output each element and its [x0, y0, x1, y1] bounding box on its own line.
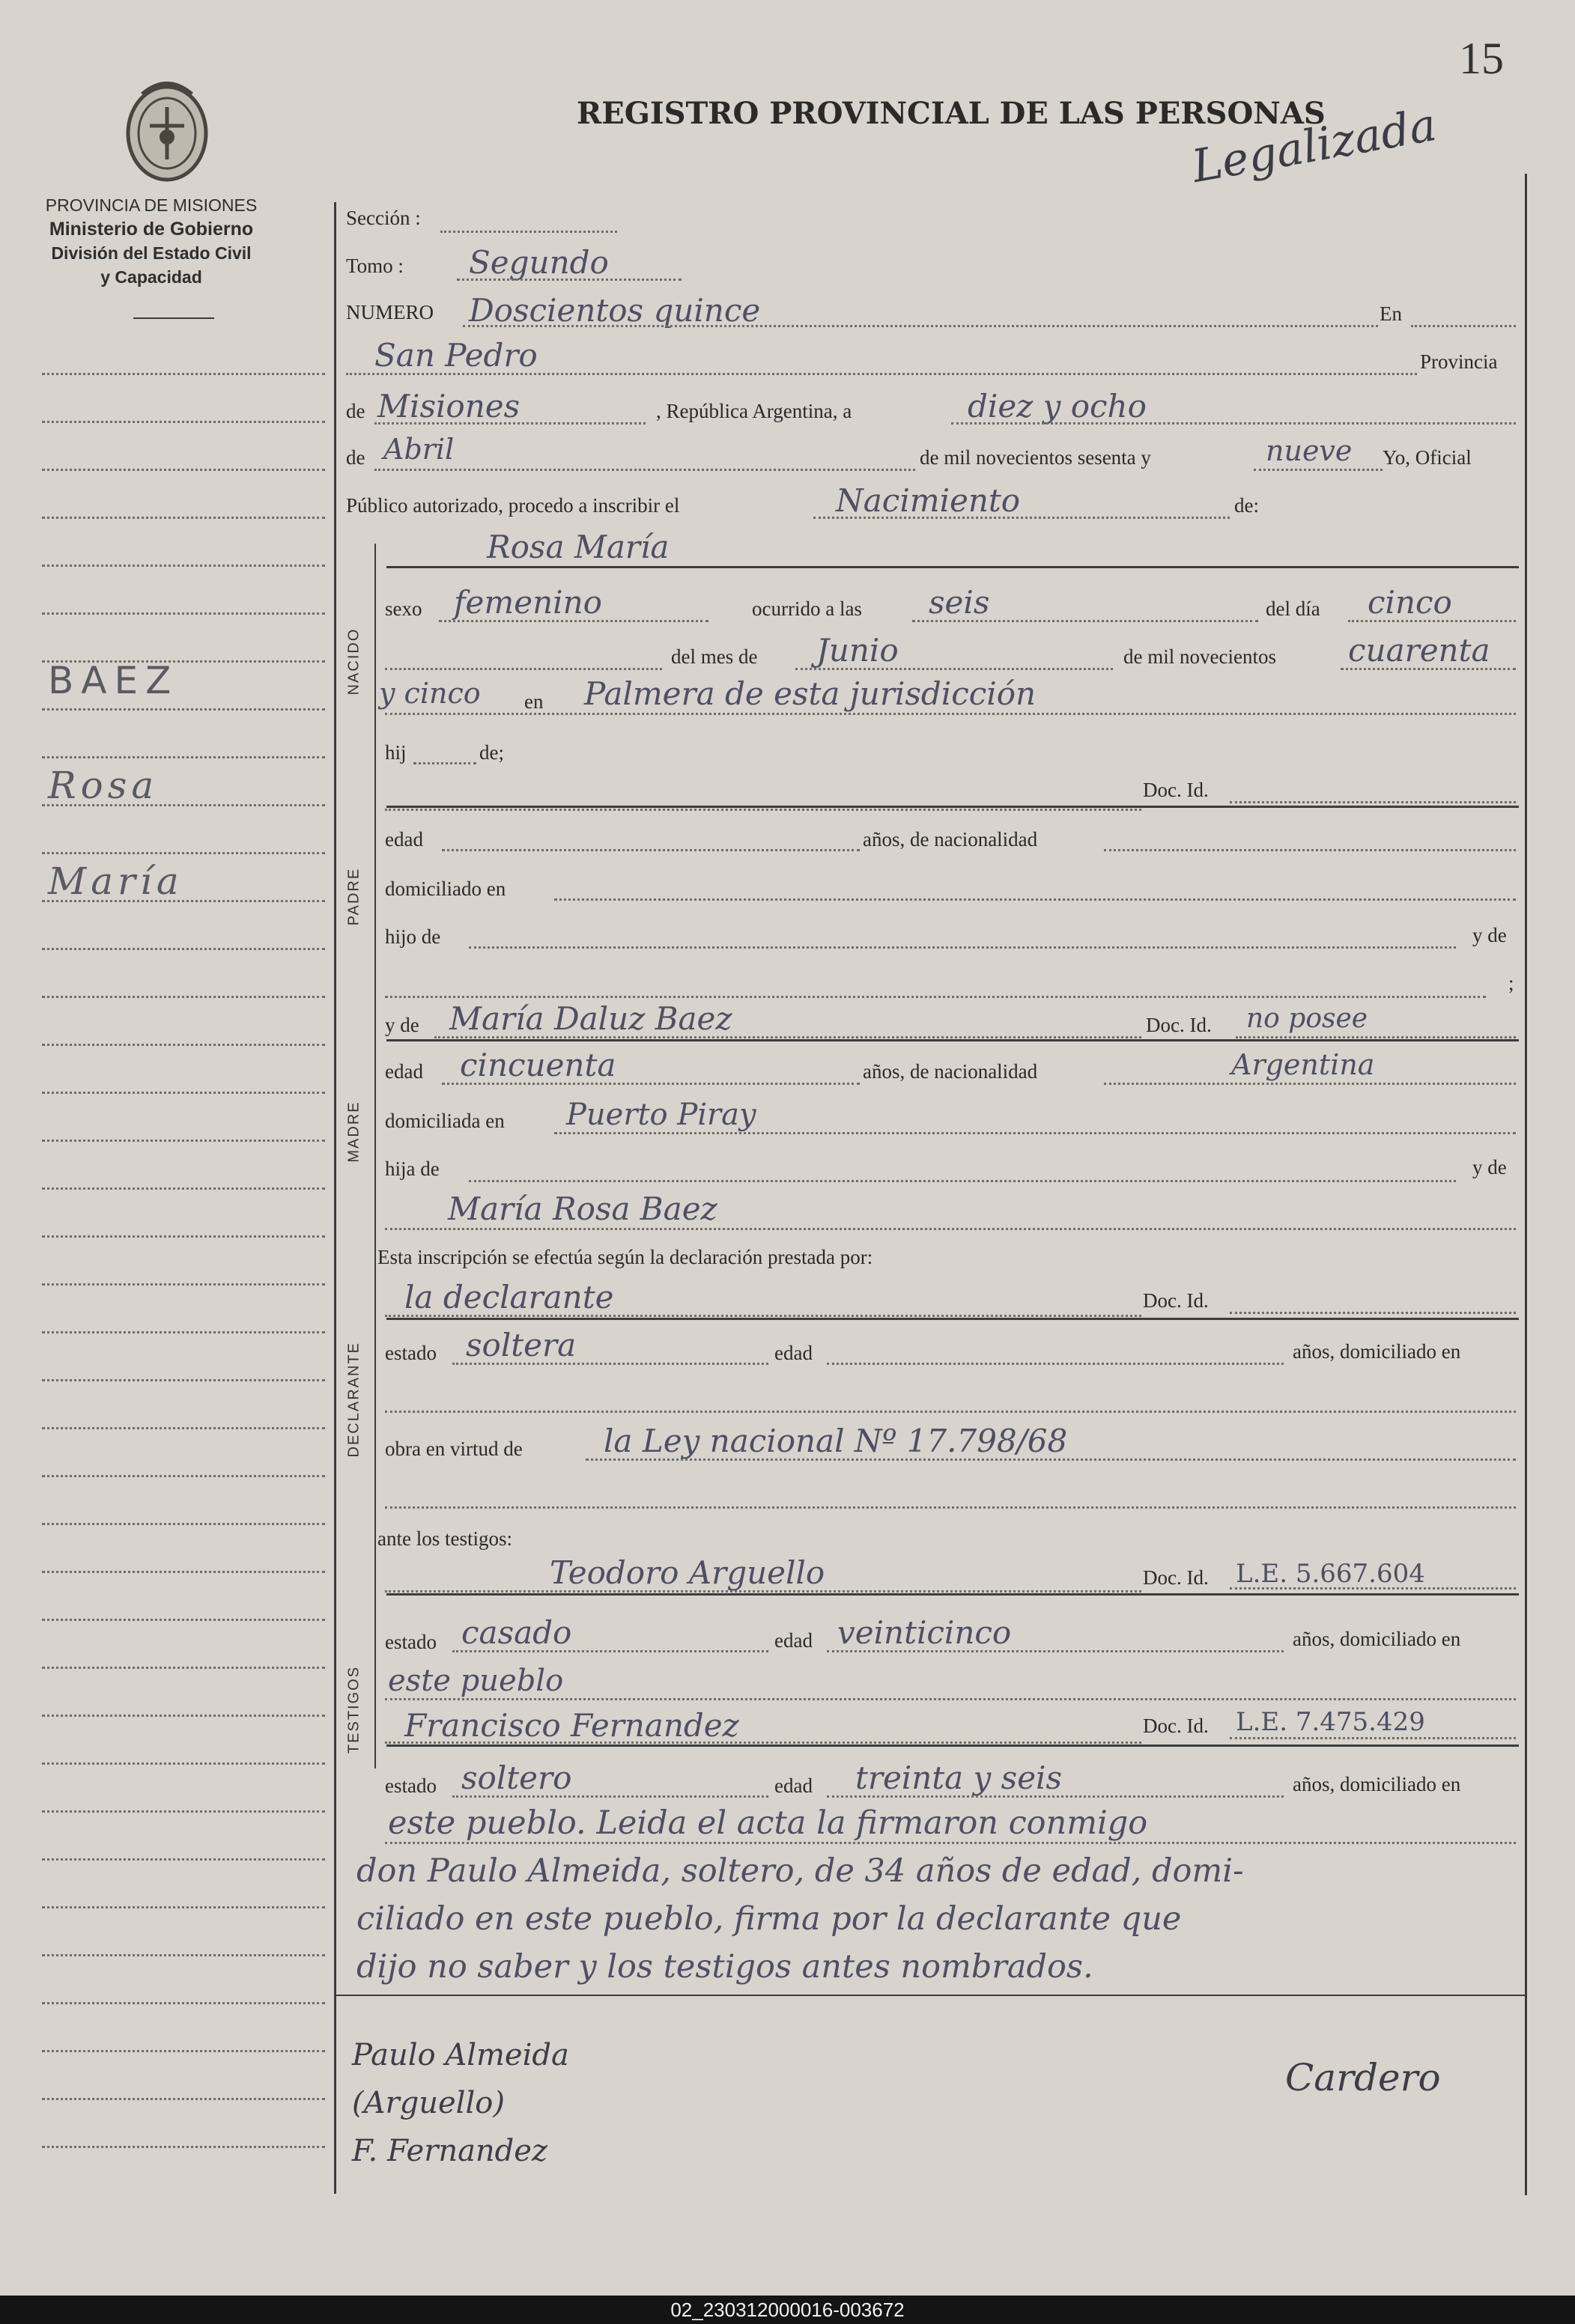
label-seccion: Sección :	[346, 207, 421, 229]
padre-padre-line	[469, 946, 1456, 949]
provincia-line	[374, 422, 646, 425]
label-anos-nac-padre: años, de nacionalidad	[863, 828, 1038, 851]
value-madre-madre: María Rosa Baez	[448, 1190, 717, 1227]
section-label-padre: PADRE	[345, 867, 362, 926]
lugar-line	[346, 373, 1417, 375]
label-obra: obra en virtud de	[385, 1438, 523, 1460]
mes-nac-line	[795, 668, 1113, 670]
label-anos-dom-testigo2: años, domiciliado en	[1293, 1773, 1461, 1795]
label-republica: , República Argentina, a	[656, 400, 852, 422]
value-dia: diez y ocho	[968, 388, 1147, 425]
testigo2-doc-line	[1230, 1737, 1516, 1739]
sexo-line	[439, 620, 708, 622]
signature-4: Cardero	[1285, 2056, 1441, 2099]
madre-doc-line	[1236, 1036, 1516, 1038]
closing-line-3: ciliado en este pueblo, firma por la declarante que	[356, 1900, 1182, 1938]
frame-left-line	[334, 202, 336, 2194]
label-hijo-de: hijo de	[385, 925, 441, 948]
margin-name-1: Rosa	[48, 764, 159, 807]
margin-dotted-line	[42, 421, 325, 423]
numero-line	[463, 325, 1378, 327]
margin-dotted-line	[42, 2002, 325, 2004]
value-testigo2-edad: treinta y seis	[855, 1759, 1063, 1796]
margin-dotted-line	[42, 1235, 325, 1238]
padre-dom-line	[554, 898, 1516, 901]
value-mes-nac: Junio	[816, 632, 899, 669]
left-header-rule	[133, 317, 214, 319]
label-ante-testigos: ante los testigos:	[377, 1527, 512, 1550]
padre-madre-line	[385, 996, 1486, 998]
label-anos-dom-declarante: años, domiciliado en	[1293, 1340, 1461, 1363]
signature-2: (Arguello)	[352, 2086, 505, 2120]
margin-dotted-line	[42, 948, 325, 950]
value-testigo1: Teodoro Arguello	[550, 1554, 825, 1591]
closing-bottom-rule	[334, 1995, 1526, 1996]
label-anos-nac-madre: años, de nacionalidad	[863, 1060, 1038, 1083]
margin-dotted-line	[42, 756, 325, 758]
section-divider-line	[374, 544, 376, 1768]
value-testigo2-doc: L.E. 7.475.429	[1236, 1707, 1425, 1737]
en-line	[1411, 325, 1516, 327]
value-testigo2-estado: soltero	[461, 1759, 572, 1796]
label-doc-id-madre: Doc. Id.	[1146, 1014, 1212, 1036]
padre-edad-line	[442, 849, 860, 851]
label-doc-id-testigo2: Doc. Id.	[1143, 1715, 1209, 1737]
margin-dotted-line	[42, 2050, 325, 2052]
page-title: REGISTRO PROVINCIAL DE LAS PERSONAS	[577, 96, 1326, 131]
testigo2-edad-line	[827, 1795, 1284, 1798]
value-madre-dom: Puerto Piray	[566, 1098, 756, 1132]
label-y-de-madre: y de	[385, 1014, 419, 1036]
margin-dotted-line	[42, 1427, 325, 1429]
declarante-top-rule	[386, 1318, 1519, 1320]
division-line: División del Estado Civil	[51, 243, 252, 263]
obra-line-2	[385, 1506, 1516, 1509]
value-nombre: Rosa María	[487, 529, 670, 565]
margin-dotted-line	[42, 1858, 325, 1861]
mes-line	[374, 469, 915, 471]
label-sexo: sexo	[385, 597, 422, 620]
value-madre-nombre: María Daluz Baez	[449, 1000, 732, 1037]
label-estado-testigo1: estado	[385, 1631, 437, 1653]
value-acto: Nacimiento	[836, 482, 1021, 519]
margin-dotted-line	[42, 612, 325, 615]
dia-nac-line	[1348, 620, 1516, 622]
padre-name-line	[385, 809, 1141, 811]
value-dia-nac: cinco	[1368, 584, 1452, 621]
label-edad-padre: edad	[385, 828, 423, 851]
value-anio-nac-1: cuarenta	[1348, 632, 1490, 669]
closing-underline-1	[385, 1842, 1516, 1844]
value-anio-nac-2: y cinco	[379, 677, 481, 710]
margin-dotted-line	[42, 1187, 325, 1190]
value-lugar-nac: Palmera de esta jurisdicción	[584, 675, 1037, 712]
ministry-line: Ministerio de Gobierno	[49, 219, 254, 240]
value-testigo1-estado: casado	[461, 1614, 572, 1651]
margin-dotted-line	[42, 1283, 325, 1286]
madre-edad-line	[442, 1083, 860, 1085]
value-testigo2: Francisco Fernandez	[404, 1707, 739, 1744]
page-number: 15	[1459, 34, 1504, 83]
label-de-mil: de mil novecientos sesenta y	[920, 446, 1151, 469]
left-header	[30, 193, 273, 289]
label-numero: NUMERO	[346, 301, 434, 323]
label-de-mil-nov: de mil novecientos	[1123, 645, 1276, 668]
label-edad-testigo1: edad	[774, 1629, 813, 1652]
frame-right-line	[1525, 174, 1527, 2195]
value-madre-edad: cincuenta	[460, 1047, 616, 1083]
testigo1-estado-line	[452, 1650, 768, 1652]
value-mes: Abril	[383, 433, 455, 466]
label-yo-oficial: Yo, Oficial	[1383, 446, 1472, 469]
hij-line	[413, 762, 476, 764]
section-label-nacido: NACIDO	[345, 627, 362, 696]
testigo1-dom-line	[385, 1698, 1516, 1700]
margin-dotted-line	[42, 469, 325, 471]
section-label-testigos: TESTIGOS	[345, 1665, 362, 1754]
padre-doc-line	[1230, 801, 1516, 803]
margin-dotted-line	[42, 2146, 325, 2148]
declarante-line	[385, 1315, 1141, 1317]
testigo1-line	[385, 1590, 1141, 1593]
dia-line	[951, 422, 1516, 425]
closing-line-1: este pueblo. Leida el acta la firmaron conmigo	[388, 1804, 1148, 1842]
anio-line	[1254, 469, 1383, 471]
tomo-line	[457, 279, 682, 281]
margin-dotted-line	[42, 1092, 325, 1094]
value-provincia: Misiones	[377, 388, 521, 425]
margin-dotted-line	[42, 517, 325, 519]
label-en: En	[1380, 302, 1402, 325]
value-obra: la Ley nacional Nº 17.798/68	[604, 1423, 1068, 1459]
value-hora: seis	[929, 584, 990, 621]
mes-nac-lead-line	[385, 668, 662, 670]
section-label-madre: MADRE	[345, 1101, 362, 1163]
testigo1-edad-line	[827, 1650, 1284, 1652]
margin-dotted-line	[42, 1619, 325, 1621]
value-madre-doc: no posee	[1246, 1003, 1368, 1034]
label-anos-dom-testigo1: años, domiciliado en	[1293, 1628, 1461, 1650]
value-madre-nac: Argentina	[1231, 1048, 1375, 1081]
value-testigo1-edad: veinticinco	[837, 1614, 1012, 1651]
testigo1-doc-line	[1230, 1587, 1516, 1590]
label-domiciliada: domiciliada en	[385, 1110, 505, 1132]
closing-line-4: dijo no saber y los testigos antes nombrados.	[356, 1948, 1093, 1986]
acto-line	[813, 517, 1230, 519]
label-de-2: de	[346, 446, 365, 469]
margin-dotted-line	[42, 1140, 325, 1142]
image-id-footer: 02_230312000016-003672	[0, 2296, 1575, 2324]
testigos-top-rule	[386, 1593, 1519, 1596]
madre-top-rule	[386, 1039, 1519, 1041]
margin-name-2: María	[48, 860, 183, 903]
marginal-note: Legalizada	[1188, 98, 1441, 194]
label-hij: hij	[385, 741, 407, 764]
label-edad-madre: edad	[385, 1060, 423, 1083]
label-publico: Público autorizado, procedo a inscribir el	[346, 494, 680, 517]
margin-dotted-line	[42, 1523, 325, 1525]
value-testigo1-doc: L.E. 5.667.604	[1236, 1559, 1425, 1589]
margin-dotted-line	[42, 1906, 325, 1908]
label-y-de-madre-2: y de	[1472, 1156, 1507, 1178]
capacity-line: y Capacidad	[100, 267, 202, 287]
closing-line-2: don Paulo Almeida, soltero, de 34 años de edad, domi-	[356, 1852, 1244, 1890]
testigo2-estado-line	[452, 1795, 768, 1798]
value-lugar: San Pedro	[374, 337, 538, 374]
margin-dotted-line	[42, 1667, 325, 1669]
anio-nac-line	[1341, 668, 1516, 670]
province-line: PROVINCIA DE MISIONES	[45, 195, 258, 215]
madre-nombre-line	[434, 1036, 1141, 1038]
label-semicolon: ;	[1508, 972, 1514, 994]
margin-dotted-line	[42, 1810, 325, 1813]
madre-nac-line	[1104, 1083, 1516, 1085]
madre-padre-line	[469, 1180, 1456, 1182]
value-numero: Doscientos quince	[469, 292, 761, 329]
label-edad-declarante: edad	[774, 1342, 813, 1364]
margin-dotted-line	[42, 852, 325, 854]
label-del-dia: del día	[1266, 597, 1320, 620]
label-estado-testigo2: estado	[385, 1774, 437, 1797]
testigo2-line	[385, 1742, 1141, 1744]
margin-dotted-line	[42, 1762, 325, 1765]
provincial-seal-icon	[120, 73, 214, 186]
label-domiciliado-padre: domiciliado en	[385, 877, 506, 900]
madre-madre-line	[385, 1228, 1516, 1230]
margin-dotted-line	[42, 373, 325, 375]
signature-1: Paulo Almeida	[352, 2038, 569, 2072]
label-de-semicolon: de;	[479, 741, 504, 764]
label-tomo: Tomo :	[346, 255, 404, 277]
margin-dotted-line	[42, 1379, 325, 1381]
value-tomo: Segundo	[469, 244, 609, 281]
margin-dotted-line	[42, 996, 325, 998]
margin-dotted-line	[42, 1571, 325, 1573]
label-de-colon: de:	[1234, 494, 1259, 517]
label-de: de	[346, 400, 365, 422]
value-testigo1-dom: este pueblo	[388, 1664, 564, 1698]
label-y-de-padre: y de	[1472, 924, 1507, 946]
padre-nac-line	[1104, 849, 1516, 851]
margin-dotted-line	[42, 1954, 325, 1956]
section-label-declarante: DECLARANTE	[345, 1342, 362, 1458]
label-esta-inscripcion: Esta inscripción se efectúa según la declaración prestada por:	[377, 1246, 873, 1268]
value-declarante-estado: soltera	[466, 1327, 577, 1363]
signature-3: F. Fernandez	[352, 2134, 548, 2168]
margin-dotted-line	[42, 1715, 325, 1717]
label-estado-declarante: estado	[385, 1342, 437, 1364]
label-doc-id-declarante: Doc. Id.	[1143, 1289, 1209, 1312]
label-del-mes: del mes de	[671, 645, 758, 668]
margin-dotted-line	[42, 2098, 325, 2100]
label-ocurrido: ocurrido a las	[752, 597, 862, 620]
value-declarante: la declarante	[404, 1279, 614, 1315]
declarante-edad-line	[827, 1363, 1284, 1365]
hora-line	[912, 620, 1258, 622]
label-en-nac: en	[524, 690, 544, 713]
declarante-doc-line	[1230, 1312, 1516, 1314]
nacido-top-rule	[386, 566, 1519, 568]
declarante-dom-line	[385, 1411, 1516, 1413]
label-provincia: Provincia	[1420, 350, 1498, 373]
label-doc-id-testigo1: Doc. Id.	[1143, 1566, 1209, 1589]
margin-dotted-line	[42, 565, 325, 567]
declarante-estado-line	[452, 1363, 768, 1365]
label-hija-de: hija de	[385, 1158, 440, 1180]
label-doc-id-padre: Doc. Id.	[1143, 779, 1209, 801]
obra-line	[586, 1458, 1516, 1461]
madre-dom-line	[554, 1132, 1516, 1134]
margin-dotted-line	[42, 1331, 325, 1333]
margin-dotted-line	[42, 708, 325, 711]
lugar-nac-line	[385, 713, 1516, 715]
seccion-line	[440, 231, 617, 233]
value-anio: nueve	[1266, 434, 1353, 467]
value-sexo: femenino	[454, 584, 602, 621]
label-edad-testigo2: edad	[774, 1774, 813, 1797]
margin-dotted-line	[42, 1475, 325, 1477]
margin-dotted-line	[42, 1044, 325, 1046]
margin-surname: BAEZ	[48, 659, 179, 702]
testigo2-rule	[386, 1744, 1519, 1747]
padre-top-rule	[386, 806, 1519, 808]
